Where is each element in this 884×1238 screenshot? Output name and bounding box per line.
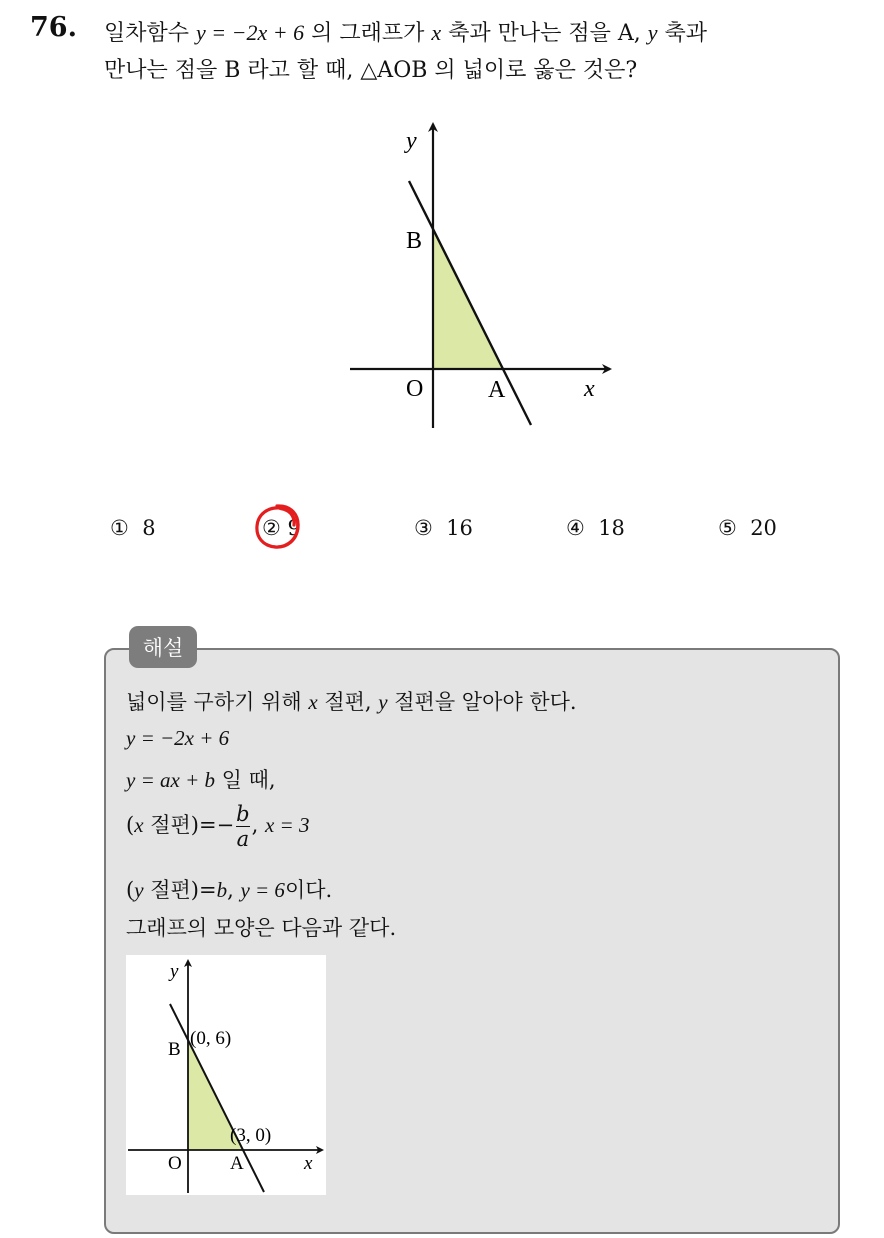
s-text-segment: 절편)=− [143,813,235,837]
main-graph [340,110,630,440]
question-line-1 [104,14,864,52]
s-text-segment: ( [126,813,135,837]
s-text-segment: ( [126,878,135,902]
choice-4[interactable] [566,516,625,540]
choice-marker: ⑤ [718,516,737,540]
q-text-segment: 의 그래프가 [304,21,432,46]
s-text-segment: 이다. [284,878,333,902]
s-text-segment: , [251,813,265,837]
s-var-b: b [216,878,228,902]
solution-graph [126,955,326,1195]
choice-value: 16 [446,516,473,540]
solution-line-1 [126,686,577,716]
s-var-x: x [308,690,318,714]
q-text-segment: 축과 만나는 점을 A, [441,21,648,46]
q-text-segment: 만나는 점을 B 라고 할 때, [104,58,361,83]
question-number: 76. [30,12,77,43]
solution-line-6: 그래프의 모양은 다음과 같다. [126,916,397,940]
question-line-2 [104,52,864,89]
solution-point-b-label: B [168,1039,181,1060]
x-axis-label: x [584,376,595,402]
answer-choices [0,510,884,550]
point-b-label: B [406,228,423,254]
question-text [104,14,864,89]
fraction-denominator: a [236,827,250,851]
choice-marker: ③ [414,516,433,540]
q-var-y: y [647,20,658,45]
s-var-y: y [378,690,388,714]
choice-1[interactable] [110,516,156,540]
s-text-segment: 절편, [317,690,379,714]
choice-value: 20 [750,516,777,540]
choice-3[interactable] [414,516,473,540]
q-text-segment: 축과 [657,21,707,46]
s-equation: y = ax + b [126,768,215,792]
choice-5[interactable] [718,516,777,540]
choice-marker: ① [110,516,129,540]
solution-x-axis-label: x [304,1153,313,1174]
solution-line-3 [126,764,276,794]
q-equation: y = −2x + 6 [196,20,305,45]
answer-circle-mark-icon [250,500,304,554]
s-equation: y = 6 [240,878,285,902]
solution-y-axis-label: y [170,961,179,982]
s-text-segment: 절편)= [143,878,217,902]
fraction-numerator: b [236,802,250,826]
solution-point-a-coord: (3, 0) [230,1125,272,1146]
q-triangle-label: △AOB [360,58,428,83]
s-text-segment: 절편을 알아야 한다. [387,690,577,714]
choice-marker: ② [262,516,281,540]
q-var-x: x [431,20,442,45]
choice-value: 8 [142,516,156,540]
choice-marker: ④ [566,516,585,540]
q-text-segment: 일차함수 [104,21,197,46]
solution-line-2: y = −2x + 6 [126,726,230,750]
solution-tag: 해설 [129,626,197,668]
fraction [236,802,249,851]
solution-line-5 [126,874,332,904]
s-var-y: y [134,878,144,902]
s-text-segment: , [227,878,241,902]
graph-line [409,181,531,425]
origin-label: O [406,376,424,402]
s-text-segment: 넓이를 구하기 위해 [126,690,309,714]
point-a-label: A [488,377,506,403]
choice-value: 18 [598,516,625,540]
solution-line-4 [126,802,309,851]
q-text-segment: 의 넓이로 옳은 것은? [427,58,638,83]
s-text-segment: 일 때, [214,768,276,792]
solution-origin-label: O [168,1153,182,1174]
choice-value: 9 [287,516,301,540]
solution-point-b-coord: (0, 6) [190,1028,232,1049]
s-var-x: x [134,813,144,837]
s-equation: x = 3 [264,813,310,837]
solution-point-a-label: A [230,1153,244,1174]
y-axis-label: y [406,128,417,154]
